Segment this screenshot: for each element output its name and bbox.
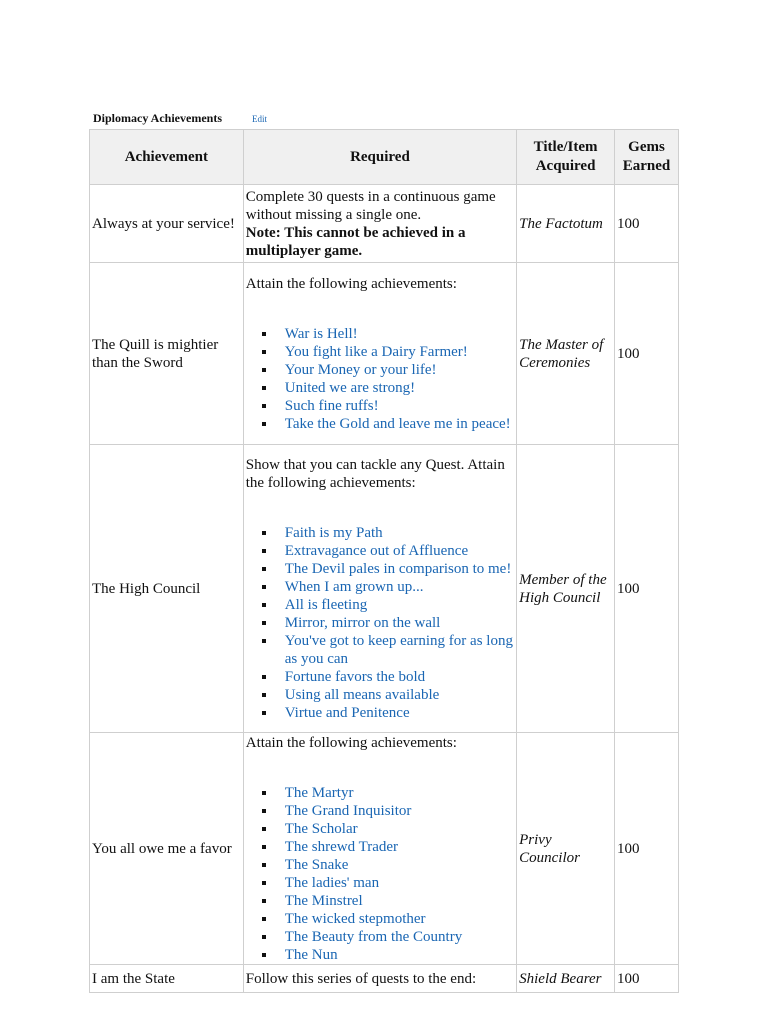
table-row xyxy=(90,733,679,965)
header-gems: Gems Earned xyxy=(615,130,679,185)
list-item xyxy=(262,614,514,632)
header-achievement: Achievement xyxy=(90,130,244,185)
required-cell xyxy=(243,445,516,733)
achievement-name: You all owe me a favor xyxy=(90,733,244,965)
required-achievement-list xyxy=(246,325,514,433)
achievement-link[interactable]: The Minstrel xyxy=(284,893,363,909)
achievement-link[interactable]: Take the Gold and leave me in peace! xyxy=(284,416,511,432)
section-heading-row xyxy=(93,111,267,126)
achievement-link[interactable]: Such fine ruffs! xyxy=(284,398,379,414)
achievement-link[interactable]: The ladies' man xyxy=(284,875,380,891)
list-item xyxy=(262,361,514,379)
achievement-link[interactable]: The shrewd Trader xyxy=(284,839,399,855)
gems-earned: 100 xyxy=(615,185,679,263)
table-header-row xyxy=(90,130,679,185)
list-item xyxy=(262,415,514,433)
list-item xyxy=(262,325,514,343)
achievement-link[interactable]: The wicked stepmother xyxy=(284,911,426,927)
list-item xyxy=(262,910,514,928)
table-row xyxy=(90,445,679,733)
achievement-link[interactable]: Virtue and Penitence xyxy=(284,705,410,721)
achievement-name: The High Council xyxy=(90,445,244,733)
required-cell xyxy=(243,185,516,263)
list-item xyxy=(262,856,514,874)
achievement-link[interactable]: The Snake xyxy=(284,857,349,873)
required-text: Attain the following achievements: xyxy=(245,735,457,751)
achievement-link[interactable]: All is fleeting xyxy=(284,597,368,613)
achievement-link[interactable]: The Nun xyxy=(284,947,338,963)
list-item xyxy=(262,578,514,596)
list-item xyxy=(262,946,514,964)
achievement-link[interactable]: Using all means available xyxy=(284,687,440,703)
list-item xyxy=(262,820,514,838)
achievement-name: I am the State xyxy=(90,965,244,993)
table-row xyxy=(90,263,679,445)
list-item xyxy=(262,784,514,802)
list-item xyxy=(262,686,514,704)
list-item xyxy=(262,704,514,722)
list-item xyxy=(262,802,514,820)
required-achievement-list xyxy=(246,784,514,964)
list-item xyxy=(262,874,514,892)
achievement-name: The Quill is mightier than the Sword xyxy=(90,263,244,445)
gems-earned: 100 xyxy=(615,445,679,733)
title-acquired: Shield Bearer xyxy=(517,965,615,993)
achievement-link[interactable]: You fight like a Dairy Farmer! xyxy=(284,344,468,360)
achievement-link[interactable]: You've got to keep earning for as long as you can xyxy=(284,633,513,667)
required-text: Follow this series of quests to the end: xyxy=(245,971,477,987)
achievement-link[interactable]: The Scholar xyxy=(284,821,358,837)
achievement-link[interactable]: Extravagance out of Affluence xyxy=(284,543,469,559)
list-item xyxy=(262,892,514,910)
list-item xyxy=(262,838,514,856)
table-row xyxy=(90,965,679,993)
achievement-link[interactable]: Fortune favors the bold xyxy=(284,669,426,685)
required-cell xyxy=(243,965,516,993)
table-row xyxy=(90,185,679,263)
list-item xyxy=(262,524,514,542)
title-acquired: The Factotum xyxy=(517,185,615,263)
required-cell xyxy=(243,263,516,445)
achievement-link[interactable]: The Beauty from the Country xyxy=(284,929,463,945)
achievement-name: Always at your service! xyxy=(90,185,244,263)
achievement-link[interactable]: War is Hell! xyxy=(284,326,358,342)
required-text: Complete 30 quests in a continuous game without missing a single one. xyxy=(245,189,496,223)
achievement-link[interactable]: Mirror, mirror on the wall xyxy=(284,615,441,631)
required-note: Note: This cannot be achieved in a multiplayer game. xyxy=(245,225,466,259)
list-item xyxy=(262,928,514,946)
title-acquired: Privy Councilor xyxy=(517,733,615,965)
list-item xyxy=(262,397,514,415)
required-achievement-list xyxy=(246,524,514,722)
achievement-link[interactable]: The Martyr xyxy=(284,785,354,801)
required-text: Attain the following achievements: xyxy=(245,276,457,292)
required-text: Show that you can tackle any Quest. Attain the following achievements: xyxy=(245,457,505,491)
list-item xyxy=(262,343,514,361)
section-title: Diplomacy Achievements xyxy=(93,111,222,125)
edit-link[interactable]: Edit xyxy=(251,114,267,124)
header-required: Required xyxy=(243,130,516,185)
gems-earned: 100 xyxy=(615,965,679,993)
achievement-link[interactable]: Your Money or your life! xyxy=(284,362,437,378)
list-item xyxy=(262,668,514,686)
title-acquired: Member of the High Council xyxy=(517,445,615,733)
achievement-link[interactable]: United we are strong! xyxy=(284,380,416,396)
list-item xyxy=(262,632,514,668)
list-item xyxy=(262,379,514,397)
achievement-link[interactable]: The Grand Inquisitor xyxy=(284,803,412,819)
achievement-link[interactable]: The Devil pales in comparison to me! xyxy=(284,561,512,577)
title-acquired: The Master of Ceremonies xyxy=(517,263,615,445)
list-item xyxy=(262,560,514,578)
required-cell xyxy=(243,733,516,965)
list-item xyxy=(262,542,514,560)
achievements-table xyxy=(89,129,679,993)
gems-earned: 100 xyxy=(615,263,679,445)
gems-earned: 100 xyxy=(615,733,679,965)
header-title-item: Title/Item Acquired xyxy=(517,130,615,185)
achievement-link[interactable]: Faith is my Path xyxy=(284,525,383,541)
achievement-link[interactable]: When I am grown up... xyxy=(284,579,424,595)
list-item xyxy=(262,596,514,614)
